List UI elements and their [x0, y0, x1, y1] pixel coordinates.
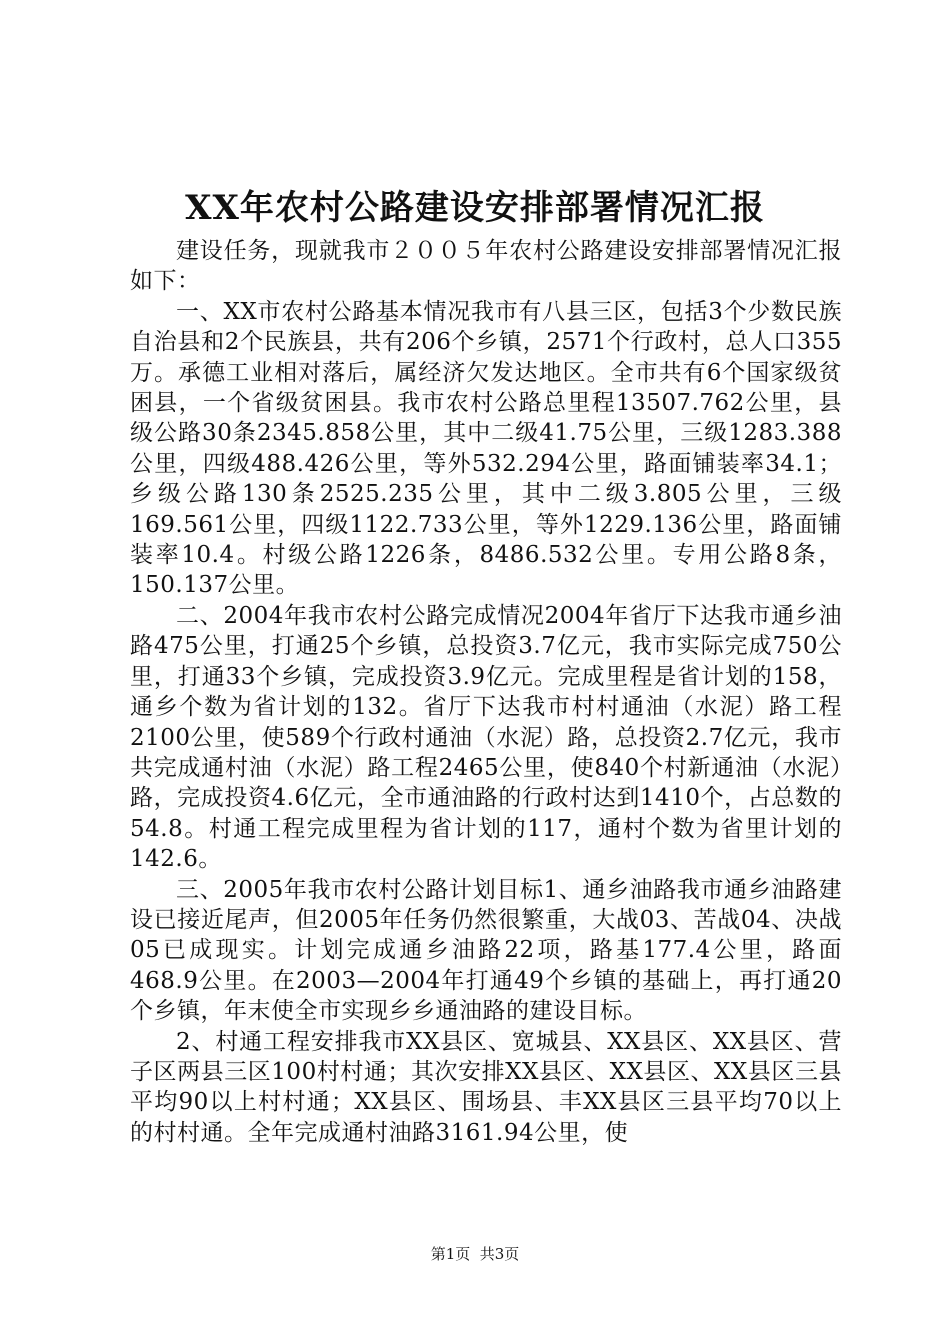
page-number-footer: 第1页 共3页: [430, 1245, 520, 1263]
paragraph-intro: 建设任务，现就我市２００５年农村公路建设安排部署情况汇报如下：: [130, 238, 842, 295]
paragraph-section-3: 三、2005年我市农村公路计划目标1、通乡油路我市通乡油路建设已接近尾声，但2005年任务仍然很繁重，大战03、苦战04、决战05已成现实。计划完成通乡油路22项，路基177.4公里，路面468.9公里。在2003—2004年打通49个乡镇的基础上，再打通20个乡镇，年末使全市实现乡乡通油路的建设目标。: [130, 876, 842, 1025]
paragraph-section-3-item-2: 2、村通工程安排我市XX县区、宽城县、XX县区、XX县区、营子区两县三区100村村通；其次安排XX县区、XX县区、XX县区三县平均90以上村村通；XX县区、围场县、丰XX县区三县平均70以上的村村通。全年完成通村油路3161.94公里，使: [130, 1028, 842, 1146]
paragraph-section-1: 一、XX市农村公路基本情况我市有八县三区，包括3个少数民族自治县和2个民族县，共有206个乡镇，2571个行政村，总人口355万。承德工业相对落后，属经济欠发达地区。全市共有6个国家级贫困县，一个省级贫困县。我市农村公路总里程13507.762公里，县级公路30条2345.858公里，其中二级41.75公里，三级1283.388公里，四级488.426公里，等外532.294公里，路面铺装率34.1；乡级公路130条2525.235公里，其中二级3.805公里，三级169.561公里，四级1122.733公里，等外1229.136公里，路面铺装率10.4。村级公路1226条，8486.532公里。专用公路8条，150.137公里。: [130, 298, 842, 599]
paragraph-section-2: 二、2004年我市农村公路完成情况2004年省厅下达我市通乡油路475公里，打通25个乡镇，总投资3.7亿元，我市实际完成750公里，打通33个乡镇，完成投资3.9亿元。完成里程是省计划的158，通乡个数为省计划的132。省厅下达我市村村通油（水泥）路工程2100公里，使589个行政村通油（水泥）路，总投资2.7亿元，我市共完成通村油（水泥）路工程2465公里，使840个村新通油（水泥）路，完成投资4.6亿元，全市通油路的行政村达到1410个，占总数的54.8。村通工程完成里程为省计划的117，通村个数为省里计划的142.6。: [130, 602, 842, 873]
document-body: [130, 236, 842, 1148]
document-title: XX年农村公路建设安排部署情况汇报: [185, 188, 765, 228]
